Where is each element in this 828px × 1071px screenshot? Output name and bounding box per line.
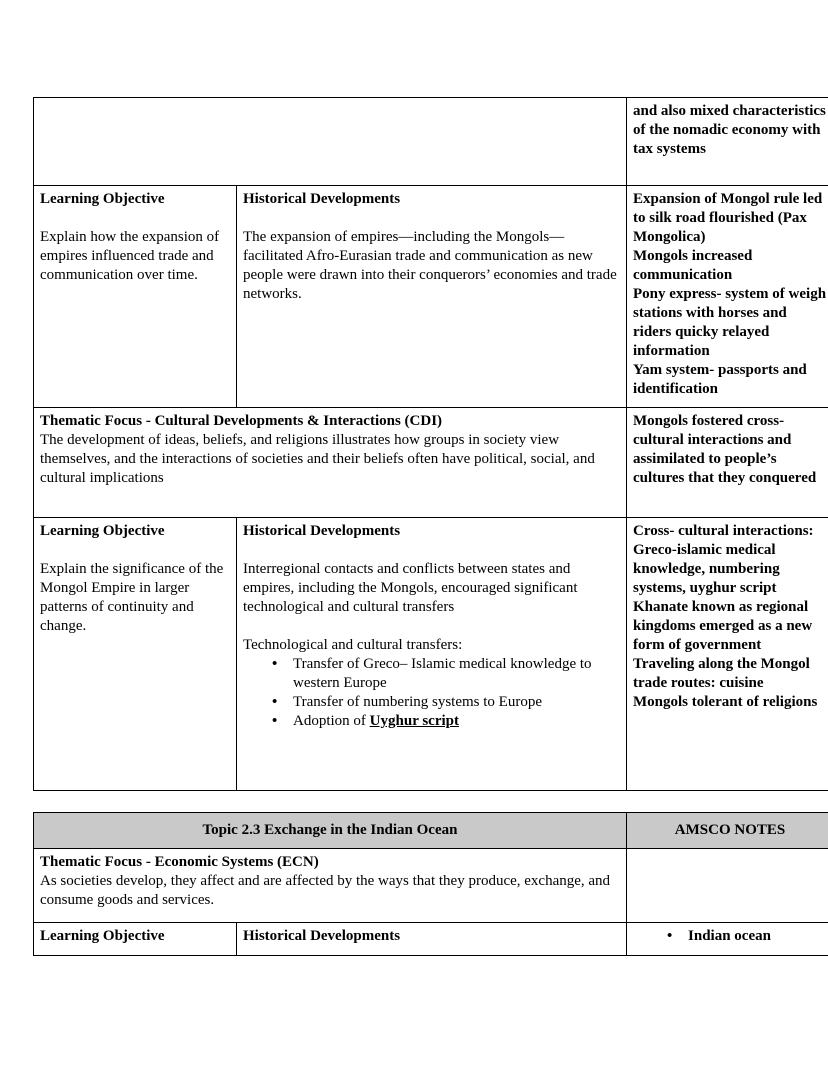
notes-line: Expansion of Mongol rule led to silk road flourished (Pax Mongolica): [633, 191, 823, 245]
historical-developments-cell-1: [237, 186, 627, 408]
learning-objective-body: Explain the significance of the Mongol Empire in larger patterns of continuity and change.: [40, 561, 224, 634]
learning-objective-cell-3: [34, 923, 237, 956]
notes-line: Cross- cultural interactions: Greco-islamic medical knowledge, numbering systems, uyghur script: [633, 523, 814, 596]
learning-objective-body: Explain how the expansion of empires influenced trade and communication over time.: [40, 229, 220, 283]
thematic-focus-cdi-cell: [34, 408, 627, 518]
learning-objective-heading: Learning Objective: [40, 191, 165, 207]
notes-line: Yam system- passports and identification: [633, 362, 807, 397]
notes-cell-expansion: [627, 186, 828, 408]
thematic-focus-ecn-body: As societies develop, they affect and are affected by the ways that they produce, exchange, and consume goods and services.: [40, 873, 611, 908]
notes-text: Mongols fostered cross-cultural interactions and assimilated to people’s cultures that they conquered: [633, 413, 817, 486]
transfers-list-item: • Transfer of numbering systems to Europe: [293, 693, 620, 712]
uyghur-script-emphasis: Uyghur script: [369, 713, 459, 729]
historical-developments-cell-2: [237, 518, 627, 791]
amsco-notes-title: AMSCO NOTES: [674, 822, 786, 838]
notes-cell-indian-ocean: [627, 923, 828, 956]
historical-developments-heading: Historical Developments: [243, 191, 401, 207]
notes-cell-empty: [627, 849, 828, 923]
historical-developments-body: The expansion of empires—including the Mongols—facilitated Afro-Eurasian trade and communication as new people were drawn into their conquerors’ economies and trade networks.: [243, 229, 617, 302]
historical-developments-cell-3: [237, 923, 627, 956]
notes-cell-cross-cultural: [627, 518, 828, 791]
notes-line: Mongols tolerant of religions: [633, 694, 818, 710]
historical-developments-heading: Historical Developments: [243, 523, 401, 539]
indian-ocean-list: [633, 927, 827, 946]
notes-cell-continuation: [627, 98, 828, 186]
indian-ocean-list-item: • Indian ocean: [688, 927, 827, 946]
learning-objective-heading: Learning Objective: [40, 523, 165, 539]
thematic-focus-cdi-heading: Thematic Focus - Cultural Developments & Interactions (CDI): [40, 413, 443, 429]
topic-header-cell: [34, 813, 627, 849]
topic-2-3-notes-table: [33, 812, 828, 956]
notes-line: Mongols increased communication: [633, 248, 753, 283]
learning-objective-cell-1: [34, 186, 237, 408]
transfers-list-intro: Technological and cultural transfers:: [243, 637, 463, 653]
notes-text: and also mixed characteristics of the nomadic economy with tax systems: [633, 103, 826, 157]
thematic-focus-ecn-heading: Thematic Focus - Economic Systems (ECN): [40, 854, 319, 870]
learning-objective-cell-2: [34, 518, 237, 791]
topic-title: Topic 2.3 Exchange in the Indian Ocean: [202, 822, 458, 838]
continuation-empty-cell: [34, 98, 627, 186]
bullet-prefix: Adoption of: [293, 713, 370, 729]
learning-objective-heading: Learning Objective: [40, 928, 165, 944]
thematic-focus-cdi-body: The development of ideas, beliefs, and religions illustrates how groups in society view themselves, and the interactions of societies and their beliefs often have political, social, and cultural implications: [40, 432, 595, 486]
notes-line: Pony express- system of weigh stations with horses and riders quicky relayed information: [633, 286, 827, 359]
transfers-list: [243, 655, 620, 731]
amsco-notes-header-cell: [627, 813, 828, 849]
historical-developments-heading: Historical Developments: [243, 928, 401, 944]
transfers-list-item: • Transfer of Greco– Islamic medical knowledge to western Europe: [293, 655, 620, 693]
topic-2-2-notes-table: [33, 97, 828, 791]
thematic-focus-ecn-cell: [34, 849, 627, 923]
historical-developments-body: Interregional contacts and conflicts between states and empires, including the Mongols, encouraged significant technological and cultural transfers: [243, 561, 578, 615]
notes-cell-cdi: [627, 408, 828, 518]
notes-line: Traveling along the Mongol trade routes: cuisine: [633, 656, 810, 691]
transfers-list-item-uyghur: [293, 712, 620, 731]
notes-line: Khanate known as regional kingdoms emerged as a new form of government: [633, 599, 813, 653]
